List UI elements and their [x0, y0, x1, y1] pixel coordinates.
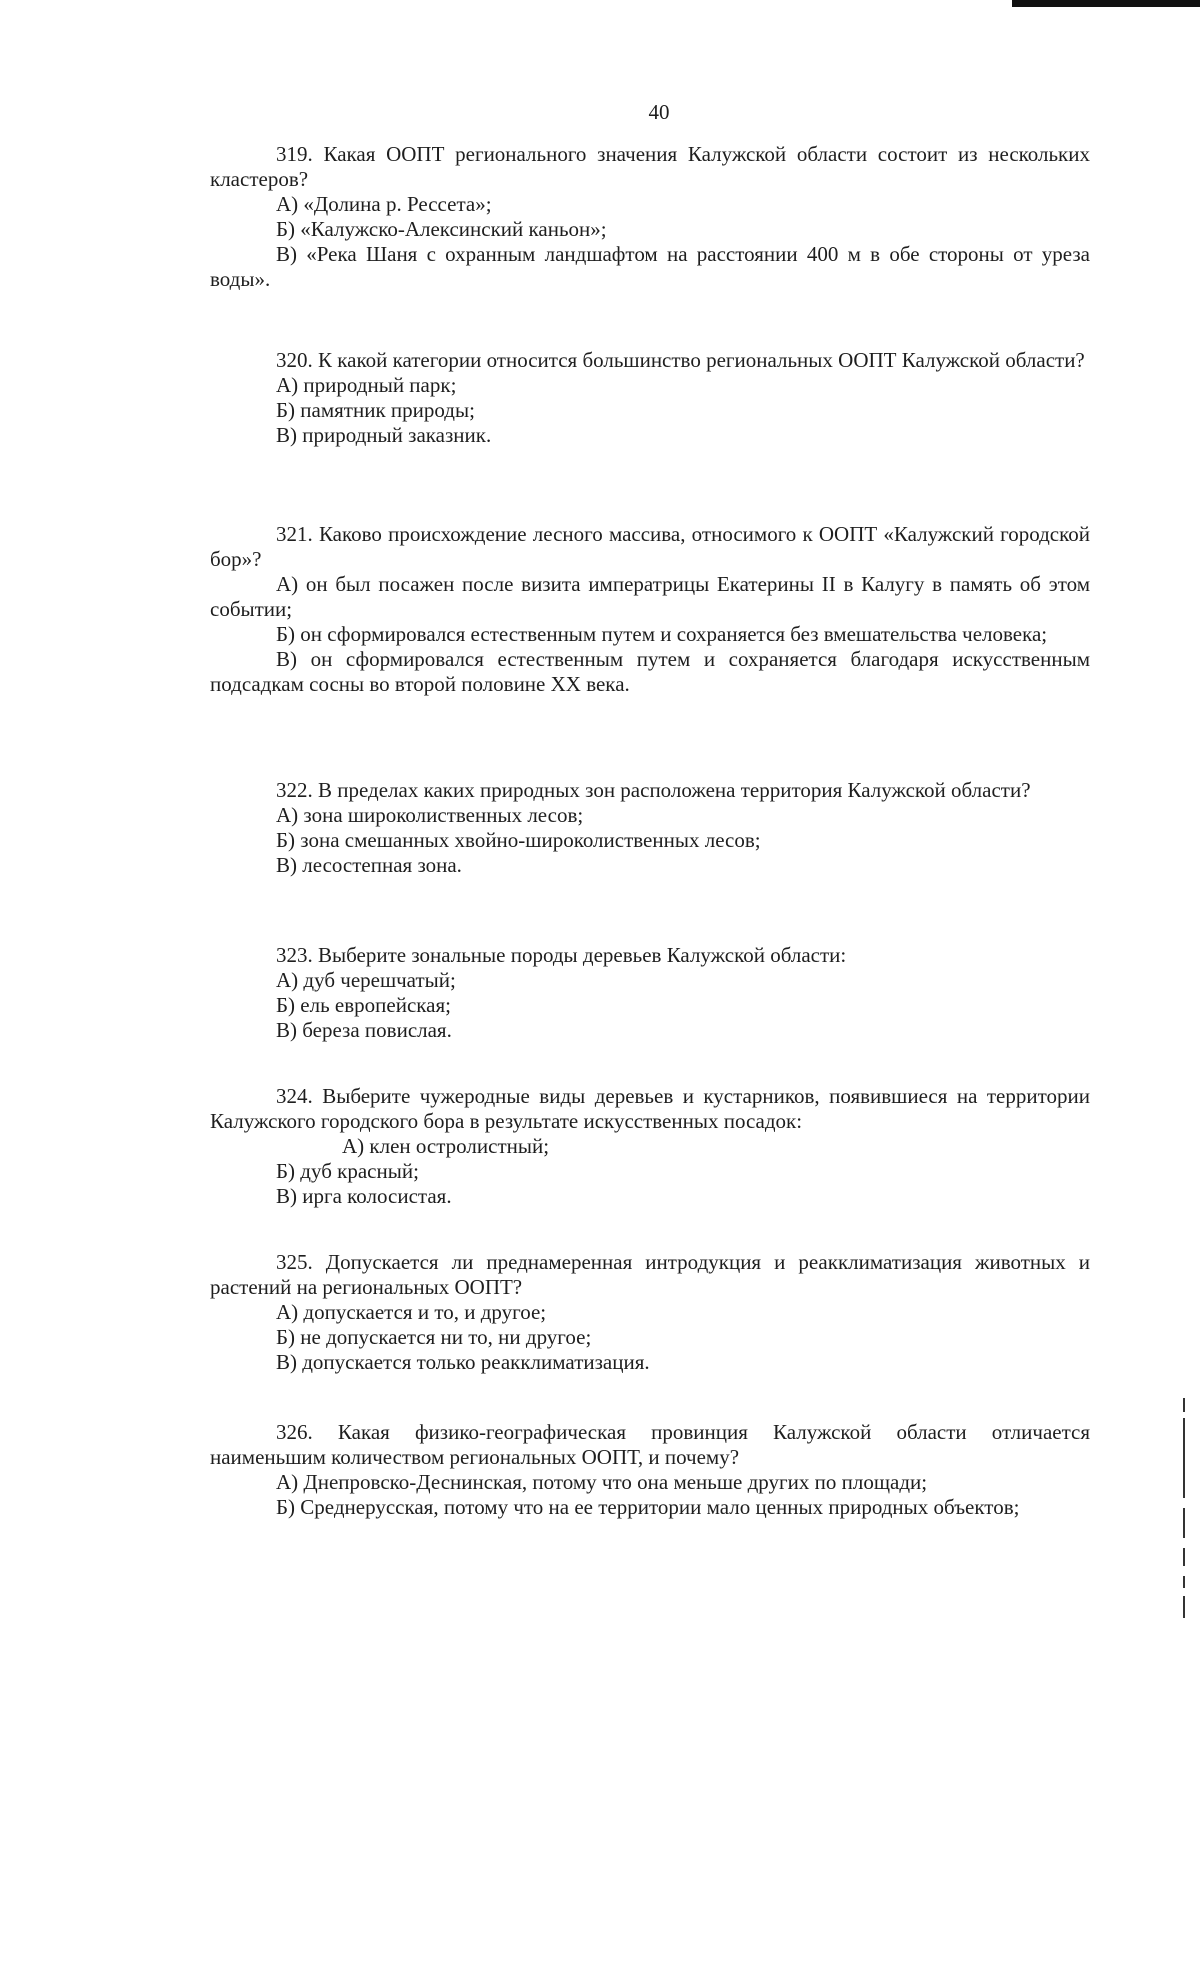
question-stem: 320. К какой категории относится большинство региональных ООПТ Калужской области?	[276, 348, 1085, 372]
answer-option: Б) дуб красный;	[276, 1159, 419, 1183]
answer-option: А) зона широколиственных лесов;	[276, 803, 584, 827]
question-320	[210, 348, 1090, 448]
question-326	[210, 1420, 1090, 1520]
page-number: 40	[648, 100, 670, 124]
answer-option: А) дуб черешчатый;	[276, 968, 456, 992]
question-323	[210, 943, 1090, 1043]
answer-option: В) он сформировался естественным путем и сохраняется благодаря искусственным подсадкам сосны во второй половине XX века.	[210, 647, 1090, 696]
answer-option: Б) не допускается ни то, ни другое;	[276, 1325, 592, 1349]
question-319	[210, 142, 1090, 292]
answer-option: Б) «Калужско-Алексинский каньон»;	[276, 217, 607, 241]
scan-edge-mark	[1012, 0, 1200, 7]
answer-option: Б) он сформировался естественным путем и сохраняется без вмешательства человека;	[276, 622, 1048, 646]
answer-option: В) природный заказник.	[276, 423, 492, 447]
answer-option: А) «Долина р. Рессета»;	[276, 192, 492, 216]
answer-option: В) береза повислая.	[276, 1018, 452, 1042]
question-stem: 326. Какая физико-географическая провинция Калужской области отличается наименьшим количеством региональных ООПТ, и почему?	[210, 1420, 1090, 1469]
question-322	[210, 778, 1090, 878]
question-325	[210, 1250, 1090, 1375]
answer-option: В) «Река Шаня с охранным ландшафтом на расстоянии 400 м в обе стороны от уреза воды».	[210, 242, 1090, 291]
question-324	[210, 1084, 1090, 1209]
question-stem: 322. В пределах каких природных зон расположена территория Калужской области?	[276, 778, 1031, 802]
question-stem: 325. Допускается ли преднамеренная интродукция и реакклиматизация животных и растений на региональных ООПТ?	[210, 1250, 1090, 1299]
answer-option: В) ирга колосистая.	[276, 1184, 452, 1208]
question-stem: 321. Каково происхождение лесного массива, относимого к ООПТ «Калужский городской бор»?	[210, 522, 1090, 571]
answer-option: Б) зона смешанных хвойно-широколиственных лесов;	[276, 828, 761, 852]
question-stem: 323. Выберите зональные породы деревьев Калужской области:	[276, 943, 847, 967]
answer-option: В) допускается только реакклиматизация.	[276, 1350, 650, 1374]
answer-option: А) допускается и то, и другое;	[276, 1300, 547, 1324]
answer-option: Б) памятник природы;	[276, 398, 475, 422]
answer-option: Б) Среднерусская, потому что на ее территории мало ценных природных объектов;	[276, 1495, 1020, 1519]
answer-option: А) клен остролистный;	[342, 1134, 550, 1158]
answer-option: А) природный парк;	[276, 373, 457, 397]
question-321	[210, 522, 1090, 697]
question-stem: 324. Выберите чужеродные виды деревьев и кустарников, появившиеся на территории Калужского городского бора в результате искусственных посадок:	[210, 1084, 1090, 1133]
question-stem: 319. Какая ООПТ регионального значения Калужской области состоит из нескольких кластеров?	[210, 142, 1090, 191]
scan-margin-marks	[1183, 1398, 1186, 1628]
answer-option: А) он был посажен после визита императрицы Екатерины II в Калугу в память об этом событии;	[210, 572, 1090, 621]
answer-option: А) Днепровско-Деснинская, потому что она меньше других по площади;	[276, 1470, 928, 1494]
answer-option: В) лесостепная зона.	[276, 853, 462, 877]
answer-option: Б) ель европейская;	[276, 993, 451, 1017]
